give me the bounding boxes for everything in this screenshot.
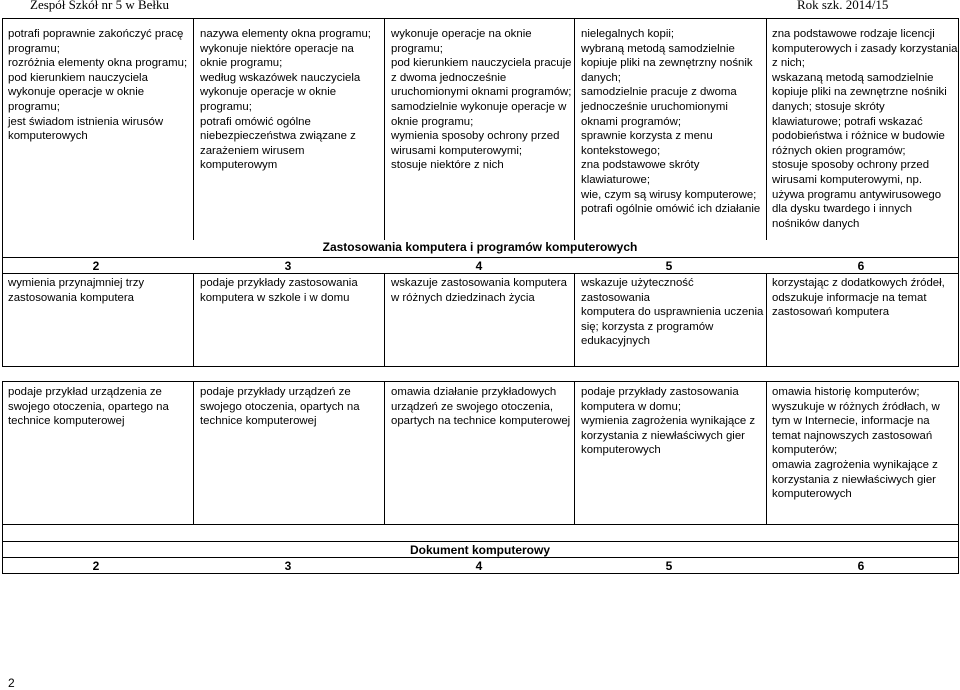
top-cell-grade-6: zna podstawowe rodzaje licencji komputerowych i zasady korzystania z nich; wskazaną metodą samodzielnie kopiuje pliki na zewnętrzne nośniki danych; stosuje skróty klawiaturowe; potrafi wskazać podobieństwa i różnice w budowie różnych okien programów; stosuje sposoby ochrony przed wirusami komputerowymi, np. używa programu antywirusowego dla dysku twardego i innych nośników danych [772,28,958,230]
applications-row2-grade-6: omawia historię komputerów; wyszukuje w różnych źródłach, w tym w Internecie, informacje na temat najnowszych zastosowań komputerów; omawia zagrożenia wynikające z korzystania z niewłaściwych gier komputerowych [772,386,940,501]
grade-3-header: 3 [284,259,292,273]
applications-row1-grade-5: wskazuje użyteczność zastosowania komputera do usprawnienia uczenia się; korzysta z programów edukacyjnych [581,277,764,348]
applications-row2-grade-4: omawia działanie przykładowych urządzeń ze swojego otoczenia, opartych na technice komputerowej [391,386,571,428]
doc-grade-6-header: 6 [857,559,865,573]
top-cell-grade-2: potrafi poprawnie zakończyć pracę programu; rozróżnia elementy okna programu; pod kierunkiem nauczyciela wykonuje operacje w oknie programu; jest świadom istnienia wirusów komputerowych [8,28,188,143]
applications-row1-grade-2: wymienia przynajmniej trzy zastosowania komputera [8,277,145,304]
doc-grade-2-header: 2 [92,559,100,573]
school-name: Zespół Szkół nr 5 w Bełku [30,0,170,12]
section-title-document: Dokument komputerowy [409,543,550,557]
doc-grade-5-header: 5 [665,559,673,573]
doc-grade-4-header: 4 [475,559,483,573]
school-year: Rok szk. 2014/15 [797,0,889,12]
applications-row1-grade-6: korzystając z dodatkowych źródeł, odszukuje informacje na temat zastosowań komputera [772,277,945,319]
top-cell-grade-5: nielegalnych kopii; wybraną metodą samodzielnie kopiuje pliki na zewnętrzny nośnik danych; samodzielnie pracuje z dwoma jednocześnie uruchomionymi oknami programów; sprawnie korzysta z menu kontekstowego; zna podstawowe skróty klawiaturowe; wie, czym są wirusy komputerowe; potrafi ogólnie omówić ich działanie [581,28,761,216]
applications-row1-grade-3: podaje przykłady zastosowania komputera w szkole i w domu [200,277,358,304]
section-title-applications: Zastosowania komputera i programów komputerowych [322,240,638,254]
grade-2-header: 2 [92,259,100,273]
applications-row2-grade-2: podaje przykład urządzenia ze swojego otoczenia, opartego na technice komputerowej [8,386,169,428]
applications-row1-grade-4: wskazuje zastosowania komputera w różnych dziedzinach życia [391,277,568,304]
doc-grade-3-header: 3 [284,559,292,573]
grade-6-header: 6 [857,259,865,273]
top-cell-grade-4: wykonuje operacje na oknie programu; pod kierunkiem nauczyciela pracuje z dwoma jednocześnie uruchomionymi oknami programów; samodzielnie wykonuje operacje w oknie programu; wymienia sposoby ochrony przed wirusami komputerowymi; stosuje niektóre z nich [391,28,572,172]
grade-5-header: 5 [665,259,673,273]
grade-4-header: 4 [475,259,483,273]
applications-row2-grade-5: podaje przykłady zastosowania komputera w domu; wymienia zagrożenia wynikające z korzystania z niewłaściwych gier komputerowych [581,386,756,457]
top-cell-grade-3: nazywa elementy okna programu; wykonuje niektóre operacje na oknie programu; według wskazówek nauczyciela wykonuje operacje w oknie programu; potrafi omówić ogólne niebezpieczeństwa związane z zarażeniem wirusem komputerowym [200,28,371,172]
applications-row2-grade-3: podaje przykłady urządzeń ze swojego otoczenia, opartych na technice komputerowej [200,386,360,428]
page-number: 2 [8,676,15,690]
